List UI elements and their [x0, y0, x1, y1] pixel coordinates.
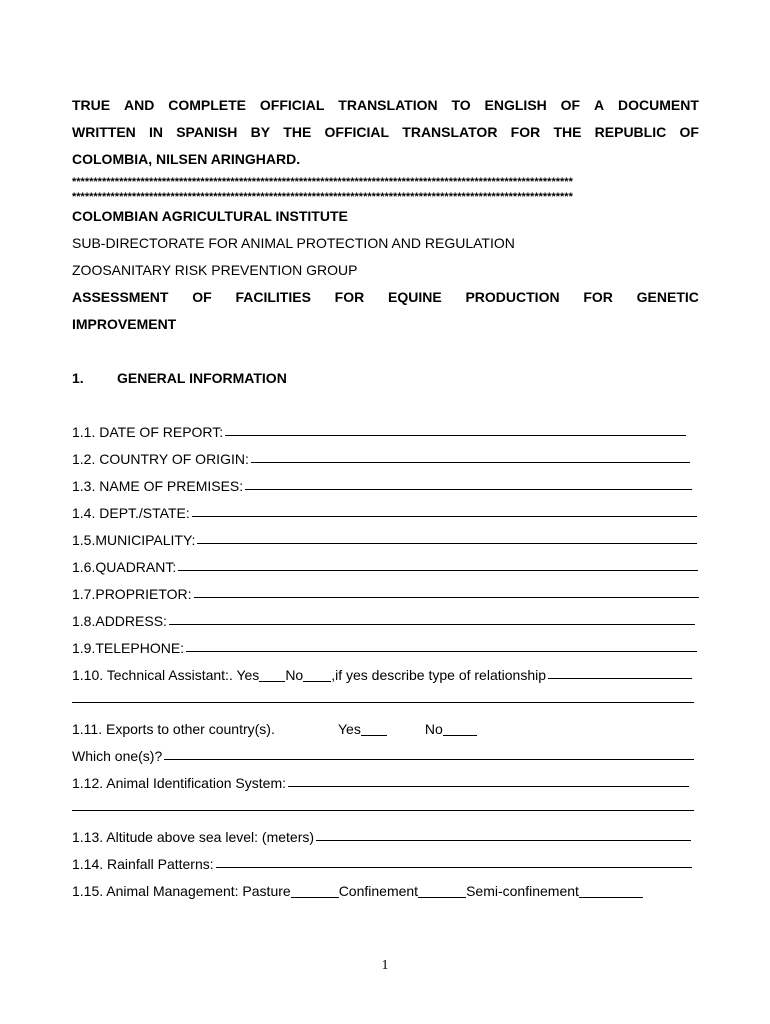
header-line-1: [72, 92, 699, 119]
exports-yes-label: Yes: [338, 721, 361, 737]
institute-name: COLOMBIAN AGRICULTURAL INSTITUTE: [72, 208, 348, 224]
relationship-blank[interactable]: [548, 664, 692, 679]
word: TRANSLATOR: [402, 124, 498, 140]
exports-no-blank[interactable]: [443, 721, 477, 736]
field-label: 1.12. Animal Identification System:: [72, 775, 286, 791]
word: REPUBLIC: [594, 124, 667, 140]
separator-stars-row-2: *********************************************************************************************************************: [72, 192, 573, 203]
field-telephone: [72, 635, 697, 662]
pasture-blank[interactable]: [291, 883, 339, 898]
field-technical-assistant: [72, 662, 692, 689]
word: OFFICIAL: [259, 97, 325, 113]
field-label: 1.9.TELEPHONE:: [72, 640, 185, 656]
word: WRITTEN: [72, 124, 136, 140]
separator-stars-row-1: *********************************************************************************************************************: [72, 177, 573, 188]
quadrant-blank[interactable]: [178, 556, 698, 571]
word: ASSESSMENT: [72, 289, 169, 305]
animal-identification-continued-blank[interactable]: [72, 796, 694, 811]
word: FACILITIES: [235, 289, 311, 305]
technical-assistant-yes-blank[interactable]: [259, 667, 285, 682]
page-number: 1: [381, 958, 389, 973]
field-label: 1.11. Exports to other country(s).: [72, 721, 275, 737]
section-heading: [72, 365, 699, 392]
section-number: 1.: [72, 370, 84, 386]
semi-confinement-blank[interactable]: [579, 883, 643, 898]
field-animal-identification: [72, 770, 689, 797]
field-label: 1.13. Altitude above sea level: (meters): [72, 829, 315, 845]
field-proprietor: [72, 581, 699, 608]
field-label: Which one(s)?: [72, 748, 163, 764]
field-rainfall: [72, 851, 692, 878]
word: OF: [679, 124, 699, 140]
field-quadrant: [72, 554, 698, 581]
name-of-premises-blank[interactable]: [245, 475, 692, 490]
field-name-of-premises: [72, 473, 692, 500]
word: FOR: [583, 289, 613, 305]
word: AND: [124, 97, 155, 113]
field-label: 1.6.QUADRANT:: [72, 559, 177, 575]
word: THE: [283, 124, 312, 140]
word: OFFICIAL: [324, 124, 390, 140]
field-animal-identification-continued: [72, 797, 694, 824]
word: FOR: [334, 289, 365, 305]
field-label: 1.1. DATE OF REPORT:: [72, 424, 224, 440]
exports-yes-blank[interactable]: [361, 721, 387, 736]
municipality-blank[interactable]: [197, 529, 697, 544]
header-line-2: [72, 119, 699, 146]
field-animal-management: [72, 878, 692, 905]
word: COMPLETE: [168, 97, 246, 113]
field-label: 1.5.MUNICIPALITY:: [72, 532, 196, 548]
field-label: 1.4. DEPT./STATE:: [72, 505, 190, 521]
altitude-blank[interactable]: [316, 826, 691, 841]
field-which-countries: [72, 743, 694, 770]
confinement-blank[interactable]: [418, 883, 466, 898]
field-label: 1.10. Technical Assistant:. Yes: [72, 667, 260, 683]
field-label: 1.15. Animal Management: Pasture: [72, 883, 291, 899]
word: GENETIC: [636, 289, 699, 305]
word: EQUINE: [388, 289, 442, 305]
field-technical-assistant-continued: [72, 689, 694, 716]
field-altitude: [72, 824, 691, 851]
word: TRANSLATION: [338, 97, 438, 113]
word: DOCUMENT: [617, 97, 699, 113]
technical-assistant-no-blank[interactable]: [303, 667, 331, 682]
word: OF: [560, 97, 581, 113]
group-name: ZOOSANITARY RISK PREVENTION GROUP: [72, 262, 358, 278]
field-date-of-report: [72, 419, 686, 446]
word: OF: [192, 289, 212, 305]
word: TO: [451, 97, 471, 113]
section-title: GENERAL INFORMATION: [117, 370, 287, 386]
semi-confinement-label: Semi-confinement: [466, 883, 579, 899]
telephone-blank[interactable]: [186, 637, 697, 652]
assessment-title-line-2: IMPROVEMENT: [72, 316, 177, 332]
field-exports: [72, 716, 694, 743]
separator-stars: [72, 173, 699, 203]
word: BY: [250, 124, 271, 140]
field-municipality: [72, 527, 697, 554]
field-dept-state: [72, 500, 697, 527]
document-page: [72, 92, 699, 905]
proprietor-blank[interactable]: [194, 583, 699, 598]
field-label: 1.2. COUNTRY OF ORIGIN:: [72, 451, 249, 467]
word: A: [593, 97, 605, 113]
field-label: 1.3. NAME OF PREMISES:: [72, 478, 244, 494]
address-blank[interactable]: [169, 610, 695, 625]
date-of-report-blank[interactable]: [225, 421, 686, 436]
animal-identification-blank[interactable]: [288, 772, 689, 787]
field-label-no: No: [285, 667, 304, 683]
field-address: [72, 608, 695, 635]
word: TRUE: [72, 97, 111, 113]
field-label: 1.14. Rainfall Patterns:: [72, 856, 214, 872]
word: IN: [148, 124, 163, 140]
field-label-relationship: ,if yes describe type of relationship: [331, 667, 546, 683]
exports-no-label: No: [424, 721, 443, 737]
assessment-title-line-1: [72, 284, 699, 311]
field-label: 1.7.PROPRIETOR:: [72, 586, 192, 602]
word: THE: [553, 124, 582, 140]
word: ENGLISH: [484, 97, 547, 113]
which-countries-blank[interactable]: [164, 745, 694, 760]
field-label: 1.8.ADDRESS:: [72, 613, 167, 629]
subdirectorate-name: SUB-DIRECTORATE FOR ANIMAL PROTECTION AND REGULATION: [72, 235, 515, 251]
relationship-continued-blank[interactable]: [72, 688, 694, 703]
country-of-origin-blank[interactable]: [251, 448, 690, 463]
confinement-label: Confinement: [338, 883, 419, 899]
word: PRODUCTION: [465, 289, 560, 305]
word: SPANISH: [176, 124, 238, 140]
word: FOR: [510, 124, 541, 140]
dept-state-blank[interactable]: [192, 502, 697, 517]
rainfall-blank[interactable]: [216, 853, 692, 868]
field-country-of-origin: [72, 446, 690, 473]
header-line-3: COLOMBIA, NILSEN ARINGHARD.: [72, 151, 301, 167]
